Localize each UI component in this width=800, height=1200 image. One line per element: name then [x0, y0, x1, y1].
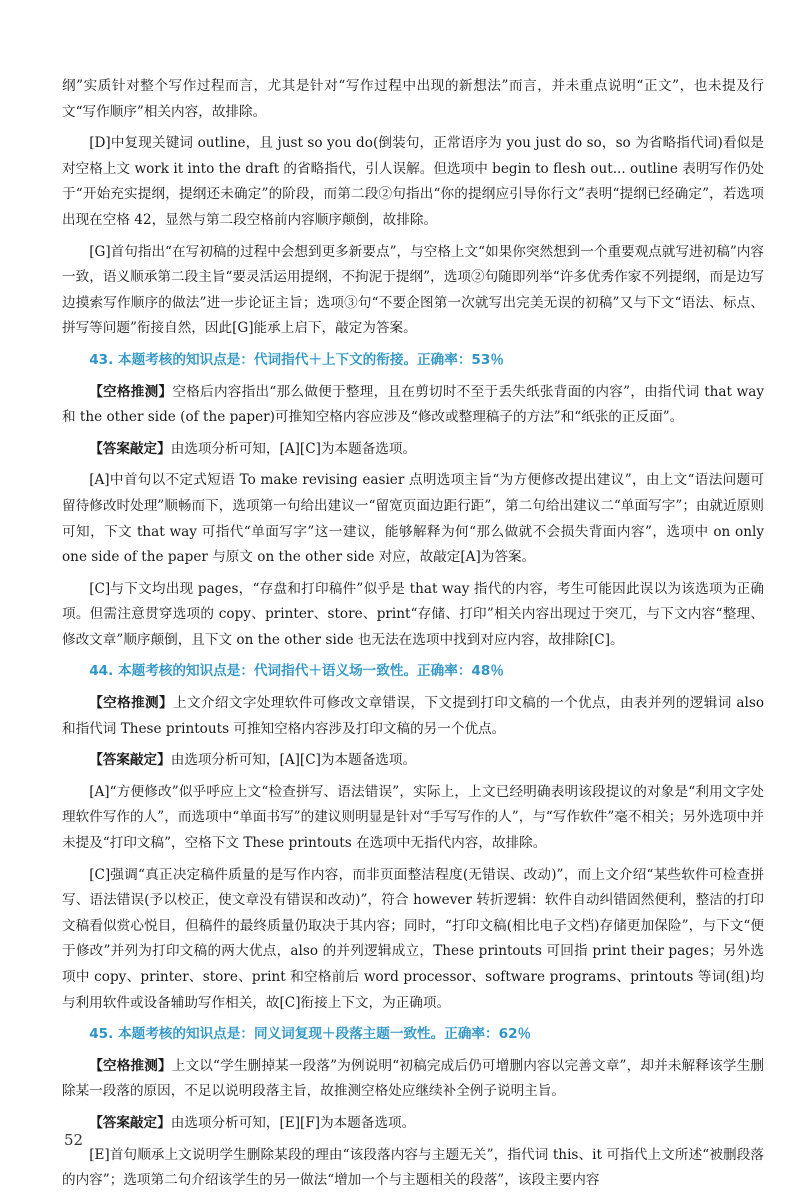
q43-option-c-analysis: [C]与下文均出现 pages，“存盘和打印稿件”似乎是 that way 指代的内容，考生可能因此误以为该选项为正确项。但需注意贯穿选项的 copy、printer、store、print“存储、打印”相关内容出现过于突兀，与下文内容“整理、修改文章”顺序颠倒，且下文 on the other side 也无法在选项中找到对应内容，故排除[C]。 [62, 580, 764, 648]
q43-gap-inference [62, 380, 764, 431]
gap-inference-text: 上文介绍文字处理软件可修改文章错误，下文提到打印文稿的一个优点，由表并列的逻辑词 also 和指代词 These printouts 可推知空格内容涉及打印文稿的另一个优点。 [62, 695, 765, 737]
answer-confirm-text: 由选项分析可知，[A][C]为本题备选项。 [170, 752, 417, 769]
q45-gap-inference [62, 1054, 764, 1105]
gap-inference-tag: 【空格推测】 [89, 1057, 172, 1074]
question-43-heading: 43. 本题考核的知识点是：代词指代＋上下文的衔接。正确率：53％ [89, 351, 504, 368]
page-number: 52 [64, 1131, 84, 1149]
gap-inference-tag: 【空格推测】 [89, 383, 173, 400]
q43-answer-confirm [62, 437, 764, 463]
q45-option-e-analysis: [E]首句顺承上文说明学生删除某段的理由“该段落内容与主题无关”，指代词 this、it 可指代上文所述“被删段落的内容”；选项第二句介绍该学生的另一做法“增加一个与主题相关的段落”，该段主要内容 [62, 1146, 764, 1189]
q43-option-a-analysis: [A]中首句以不定式短语 To make revising easier 点明选项主旨“为方便修改提出建议”，由上文“语法问题可留待修改时处理”顺畅而下，选项第一句给出建议一“留宽页面边距行距”，第二句给出建议二“单面写字”；由就近原则可知，下文 that way 可指代“单面写字”这一建议，能够解释为何“那么做就不会损失背面内容”，选项中 on only one side of the paper 与原文 on the other side 对应，故敲定[A]为答案。 [62, 472, 764, 566]
question-45-heading: 45. 本题考核的知识点是：同义词复现＋段落主题一致性。正确率：62％ [89, 1026, 532, 1043]
answer-confirm-text: 由选项分析可知，[A][C]为本题备选项。 [170, 440, 417, 457]
answer-confirm-tag: 【答案敲定】 [89, 1114, 171, 1131]
gap-inference-text: 空格后内容指出“那么做便于整理，且在剪切时不至于丢失纸张背面的内容”，由指代词 that way 和 the other side (of the paper)可推知空格内容应涉及“修改或整理稿子的方法”和“纸张的正反面”。 [62, 383, 765, 426]
q44-option-a-analysis: [A]“方便修改”似乎呼应上文“检查拼写、语法错误”，实际上，上文已经明确表明该段提议的对象是“利用文字处理软件写作的人”，而选项中“单面书写”的建议则明显是针对“手写写作的人”，与“写作软件”毫不相关；另外选项中并未提及“打印文稿”，空格下文 These printouts 在选项中无指代内容，故排除。 [62, 783, 764, 852]
gap-inference-text: 上文以“学生删掉某一段落”为例说明“初稿完成后仍可增删内容以完善文章”，却并未解释该学生删除某一段落的原因，不足以说明段落主旨，故推测空格处应继续补全例子说明主旨。 [62, 1057, 765, 1100]
answer-confirm-tag: 【答案敲定】 [89, 440, 171, 457]
q45-answer-confirm [62, 1111, 764, 1137]
gap-inference-tag: 【空格推测】 [89, 695, 173, 712]
paragraph-continuation: 纲”实质针对整个写作过程而言，尤其是针对“写作过程中出现的新想法”而言，并未重点说明“正文”，也未提及行文“写作顺序”相关内容，故排除。 [62, 78, 764, 120]
paragraph-option-d-analysis: [D]中复现关键词 outline，且 just so you do(倒装句，正常语序为 you just do so，so 为省略指代词)看似是对空格上文 work it into the draft 的省略指代，引人误解。但选项中 begin to flesh out... outline 表明写作仍处于“开始充实提纲，提纲还未确定”的阶段，而第二段②句指出“你的提纲应引导你行文”表明“提纲已经确定”，若选项出现在空格 42，显然与第二段空格前内容顺序颠倒，故排除。 [62, 135, 764, 228]
q44-option-c-analysis: [C]强调“真正决定稿件质量的是写作内容，而非页面整洁程度(无错误、改动)”，而上文介绍“某些软件可检查拼写、语法错误(予以校正，使文章没有错误和改动)”，符合 however 转折逻辑：软件自动纠错固然便利，整洁的打印文稿看似赏心悦目，但稿件的最终质量仍取决于其内容；同时，“打印文稿(相比电子文档)存储更加保险”，与下文“便于修改”并列为打印文稿的两大优点，also 的并列逻辑成立，These printouts 可回指 print their pages；另外选项中 copy、printer、store、print 和空格前后 word processor、software programs、printouts 等词(组)均与利用软件或设备辅助写作相关，故[C]衔接上下文，为正确项。 [62, 866, 764, 1011]
q44-gap-inference [62, 691, 764, 742]
question-44-heading: 44. 本题考核的知识点是：代词指代＋语义场一致性。正确率：48％ [89, 663, 504, 680]
answer-confirm-text: 由选项分析可知，[E][F]为本题备选项。 [170, 1114, 416, 1131]
q44-answer-confirm [62, 748, 764, 774]
paragraph-option-g-analysis: [G]首句指出“在写初稿的过程中会想到更多新要点”，与空格上文“如果你突然想到一个重要观点就写进初稿”内容一致，语义顺承第二段主旨“要灵活运用提纲，不拘泥于提纲”，选项②句随即列举“许多优秀作家不列提纲，而是边写边摸索写作顺序的做法”进一步论证主旨；选项③句“不要企图第一次就写出完美无误的初稿”又与下文“语法、标点、拼写等问题”衔接自然，因此[G]能承上启下，敲定为答案。 [62, 243, 764, 337]
answer-confirm-tag: 【答案敲定】 [89, 752, 171, 769]
page-body [62, 74, 764, 1200]
